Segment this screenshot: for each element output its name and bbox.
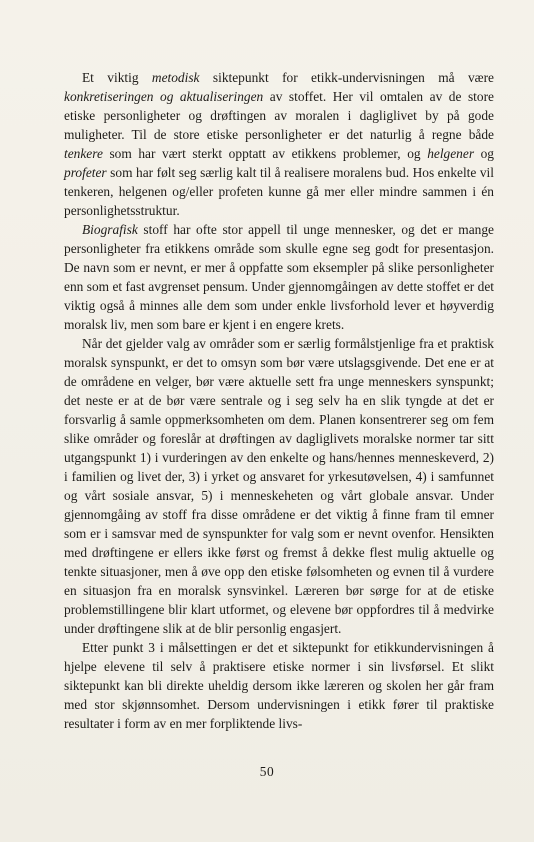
text-run: stoff har ofte stor appell til unge mennesker, og det er mange personligheter fra etikkens område som skulle egne seg godt for presentasjon. De navn som er nevnt, er mer å oppfatte som eksempler på slike personligheter enn som et fast avgrenset pensum. Under gjennomgåingen av dette stoffet er det viktig også å minnes alle dem som under enkle livsforhold lever et høyverdig moralsk liv, men som bare er kjent i en engere krets. bbox=[64, 222, 494, 332]
text-run: Etter punkt 3 i målsettingen er det et siktepunkt for etikkundervisningen å hjelpe elevene til selv å praktisere etiske normer i sin livsførsel. Et slikt siktepunkt kan bli direkte uheldig dersom ikke læreren og skolen her går fram med stor skjønnsomhet. Dersom undervisningen i etikk fører til praktiske resultater i form av en mer forpliktende livs- bbox=[64, 640, 494, 731]
paragraph bbox=[64, 220, 494, 334]
text-run: Når det gjelder valg av områder som er særlig formålstjenlige fra et praktisk moralsk synspunkt, er det to omsyn som bør være utslagsgivende. Det ene er at de områdene en velger, bør være aktuelle sett fra unge menneskers synspunkt; det neste er at de bør være sentrale og i seg selv ha en slik tyngde at det er forsvarlig å samle oppmerksomheten om dem. Planen konsentrerer seg om fem slike områder og foreslår at drøftingen av dagliglivets moralske normer tar sitt utgangspunkt 1) i vurderingen av den enkelte og hans/hennes menneskeverd, 2) i familien og livet der, 3) i yrket og ansvaret for yrkesutøvelsen, 4) i samfunnet og vårt sosiale ansvar, 5) i menneskeheten og vårt globale ansvar. Under gjennomgåing av stoff fra disse områdene er det viktig å finne fram til emner som er i samsvar med de synspunkter for valg som er nevnt ovenfor. Hensikten med drøftingene er ellers ikke først og fremst å dekke flest mulig aktuelle og tenkte situasjoner, men å øve opp den etiske følsomheten og evnen til å vurdere en situasjon fra en moralsk synsvinkel. Læreren bør sørge for at de etiske problemstillingene blir klart utformet, og elevene bør oppfordres til å medvirke under drøftingene slik at de blir personlig engasjert. bbox=[64, 336, 494, 636]
italic-term: metodisk bbox=[151, 70, 200, 85]
italic-term: tenkere bbox=[64, 146, 103, 161]
italic-term: Biografisk bbox=[82, 222, 138, 237]
text-run: siktepunkt for etikk-undervisningen må være bbox=[199, 70, 494, 85]
italic-term: konkretiseringen og aktualiseringen bbox=[64, 89, 264, 104]
italic-term: profeter bbox=[64, 165, 107, 180]
italic-term: helgener bbox=[427, 146, 475, 161]
text-run: av stoffet. Her vil omtalen av de store etiske personligheter og drøftingen av moralen i dagliglivet by på gode muligheter. Til de store etiske personligheter er det naturlig å regne både bbox=[64, 89, 494, 142]
paragraph bbox=[64, 334, 494, 638]
page-number: 50 bbox=[259, 764, 275, 779]
text-run: og bbox=[474, 146, 494, 161]
body-text bbox=[64, 68, 494, 733]
text-run: Et viktig bbox=[82, 70, 152, 85]
text-run: som har følt seg særlig kalt til å realisere moralens bud. Hos enkelte vil tenkeren, helgenen og/eller profeten kunne gå mer eller mindre sammen i én personlighetsstruktur. bbox=[64, 165, 494, 218]
text-run: som har vært sterkt opptatt av etikkens problemer, og bbox=[102, 146, 428, 161]
paragraph bbox=[64, 68, 494, 220]
paragraph bbox=[64, 638, 494, 733]
